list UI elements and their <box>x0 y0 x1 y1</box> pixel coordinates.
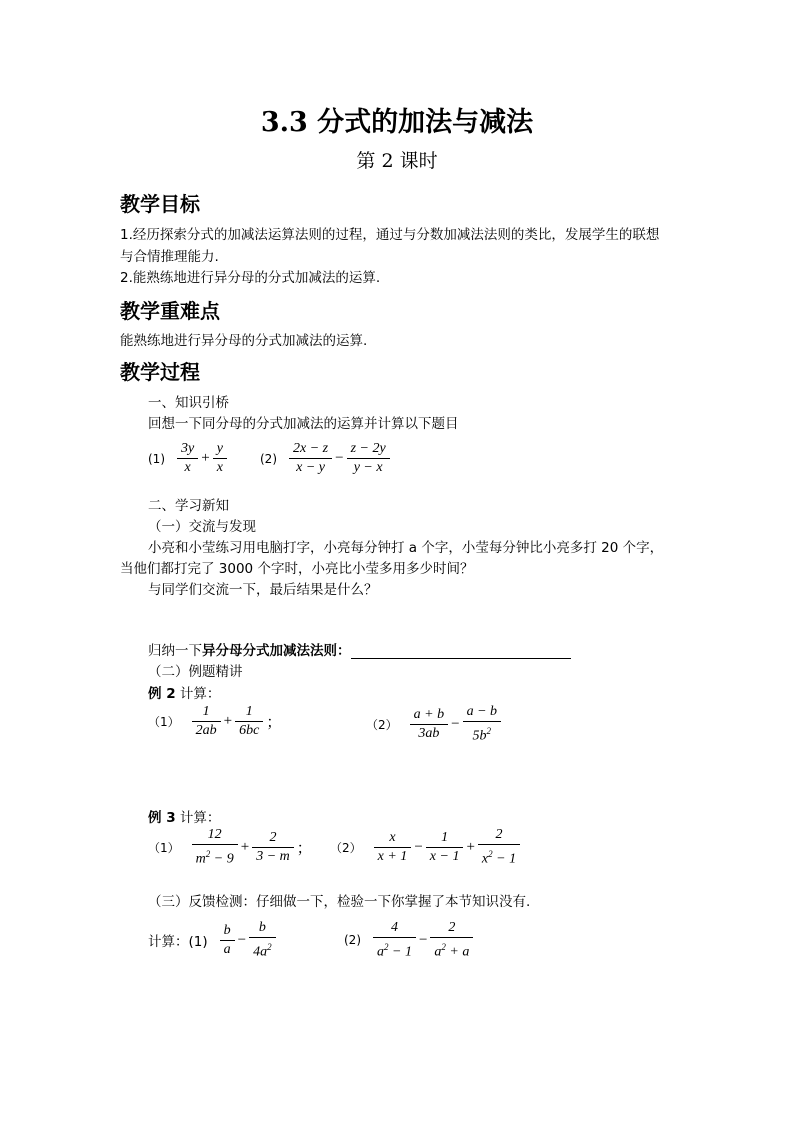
section-1-text: 回想一下同分母的分式加减法的运算并计算以下题目 <box>148 416 459 432</box>
fraction: $\frac{2x - z}{x - y}$ <box>289 440 332 477</box>
fraction: $\frac{3y}{x}$ <box>177 440 198 477</box>
check-problem-2: (2) $\frac{4}{a^2 - 1}$ − $\frac{2}{a^2 + a}$ <box>344 919 475 962</box>
fraction: $\frac{12}{m^2 - 9}$ <box>192 826 238 869</box>
difficulty-heading: 教学重难点 <box>120 299 220 323</box>
example-2-problem-2: （2） $\frac{a + b}{3ab}$ − $\frac{a - b}{5b^2}$ <box>366 703 503 746</box>
warmup-problem-1: (1) $\frac{3y}{x}$ + $\frac{y}{x}$ <box>148 440 229 477</box>
warmup-problem-2: (2) $\frac{2x - z}{x - y}$ − $\frac{z - 2y}{y - x}$ <box>260 440 392 477</box>
fraction: $\frac{a + b}{3ab}$ <box>410 706 448 743</box>
fraction: $\frac{2}{a^2 + a}$ <box>430 919 473 962</box>
fraction: $\frac{2}{x^2 - 1}$ <box>478 826 520 869</box>
fraction: $\frac{y}{x}$ <box>213 440 227 477</box>
rule-bold: 异分母分式加减法法则： <box>202 643 351 659</box>
process-heading: 教学过程 <box>120 360 200 384</box>
goal-item-1-line-2: 与合情推理能力. <box>120 249 219 265</box>
fraction: $\frac{b}{4a^2}$ <box>249 919 276 962</box>
example-3-problem-2: （2） $\frac{x}{x + 1}$ − $\frac{1}{x - 1}$ + $\frac{2}{x^2 - 1}$ <box>330 826 522 869</box>
fraction: $\frac{1}{6bc}$ <box>235 703 263 740</box>
fraction: $\frac{b}{a}$ <box>220 922 235 959</box>
fraction: $\frac{4}{a^2 - 1}$ <box>373 919 416 962</box>
problem-text-line-1: 小亮和小莹练习用电脑打字，小亮每分钟打 a 个字，小莹每分钟比小亮多打 20 个字， <box>148 540 664 556</box>
example-3-problem-1: （1） $\frac{12}{m^2 - 9}$ + $\frac{2}{3 - m}$ ； <box>148 827 312 867</box>
fraction: $\frac{1}{2ab}$ <box>192 703 221 740</box>
answer-blank[interactable] <box>351 646 571 659</box>
problem-text-line-2: 当他们都打完了 3000 个字时，小亮比小莹多用多少时间？ <box>120 561 474 577</box>
section-1-title: 一、知识引桥 <box>148 395 229 411</box>
section-3-text: （三）反馈检测：仔细做一下，检验一下你掌握了本节知识没有. <box>148 894 531 910</box>
goal-item-1-line-1: 1.经历探索分式的加减法运算法则的过程，通过与分数加减法法则的类比，发展学生的联想 <box>120 227 660 243</box>
section-2-title: 二、学习新知 <box>148 498 229 514</box>
check-problem-1: 计算：(1) $\frac{b}{a}$ − $\frac{b}{4a^2}$ <box>148 919 278 962</box>
problem-label: (1) <box>148 451 165 466</box>
page-subtitle: 第 2 课时 <box>356 150 438 172</box>
problem-label: (2) <box>260 451 277 466</box>
fraction: $\frac{z - 2y}{y - x}$ <box>347 440 390 477</box>
goal-item-2: 2.能熟练地进行异分母的分式加减法的运算. <box>120 270 381 286</box>
fraction: $\frac{x}{x + 1}$ <box>374 829 412 866</box>
rule-line <box>148 639 571 659</box>
problem-text-line-3: 与同学们交流一下，最后结果是什么？ <box>148 582 378 598</box>
example-2-problem-1: （1） $\frac{1}{2ab}$ + $\frac{1}{6bc}$ ； <box>148 704 282 738</box>
rule-prefix: 归纳一下 <box>148 643 202 659</box>
difficulty-text: 能熟练地进行异分母的分式加减法的运算. <box>120 333 368 349</box>
subsection-exchange: （一）交流与发现 <box>148 519 256 535</box>
example-2-heading: 例 2 计算： <box>148 686 221 702</box>
goals-heading: 教学目标 <box>120 192 200 216</box>
page-title: 3.3 分式的加法与减法 <box>260 107 534 138</box>
example-3-heading: 例 3 计算： <box>148 810 221 826</box>
fraction: $\frac{2}{3 - m}$ <box>252 829 294 866</box>
subsection-examples: （二）例题精讲 <box>148 664 243 680</box>
fraction: $\frac{1}{x - 1}$ <box>426 829 464 866</box>
fraction: $\frac{a - b}{5b^2}$ <box>463 703 501 746</box>
